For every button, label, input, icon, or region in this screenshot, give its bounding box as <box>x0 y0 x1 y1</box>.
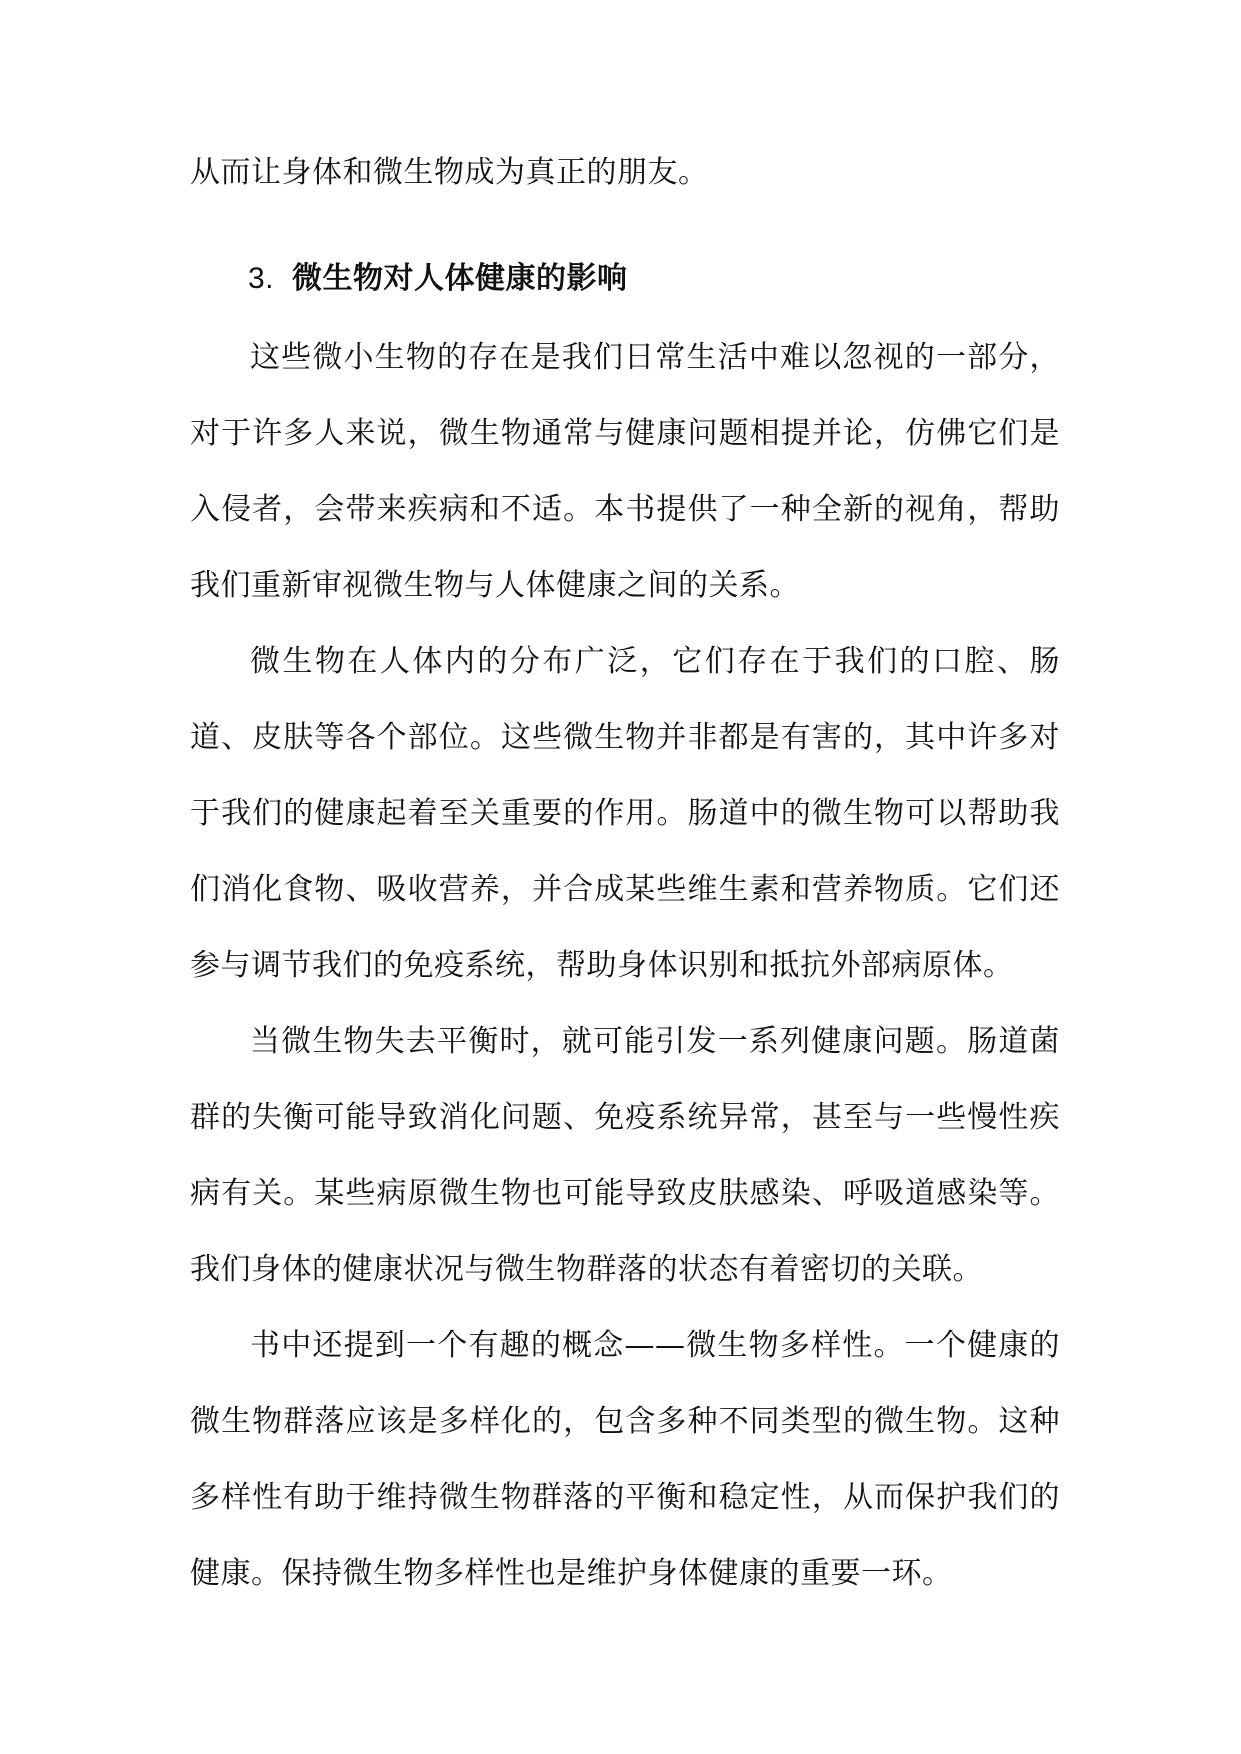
paragraph-2: 微生物在人体内的分布广泛，它们存在于我们的口腔、肠道、皮肤等各个部位。这些微生物并非都是有害的，其中许多对于我们的健康起着至关重要的作用。肠道中的微生物可以帮助我们消化食物、吸收营养，并合成某些维生素和营养物质。它们还参与调节我们的免疫系统，帮助身体识别和抵抗外部病原体。 <box>190 644 1060 983</box>
paragraph-1: 这些微小生物的存在是我们日常生活中难以忽视的一部分，对于许多人来说，微生物通常与健康问题相提并论，仿佛它们是入侵者，会带来疾病和不适。本书提供了一种全新的视角，帮助我们重新审视微生物与人体健康之间的关系。 <box>190 340 1060 603</box>
paragraph-4: 书中还提到一个有趣的概念——微生物多样性。一个健康的微生物群落应该是多样化的，包含多种不同类型的微生物。这种多样性有助于维持微生物群落的平衡和稳定性，从而保护我们的健康。保持微生物多样性也是维护身体健康的重要一环。 <box>190 1328 1060 1591</box>
section-title: 微生物对人体健康的影响 <box>292 261 628 296</box>
paragraph-3: 当微生物失去平衡时，就可能引发一系列健康问题。肠道菌群的失衡可能导致消化问题、免疫系统异常，甚至与一些慢性疾病有关。某些病原微生物也可能导致皮肤感染、呼吸道感染等。我们身体的健康状况与微生物群落的状态有着密切的关联。 <box>190 1024 1060 1287</box>
section-number: 3. <box>248 262 275 295</box>
section-heading <box>248 241 628 317</box>
intro-line: 从而让身体和微生物成为真正的朋友。 <box>190 155 709 190</box>
